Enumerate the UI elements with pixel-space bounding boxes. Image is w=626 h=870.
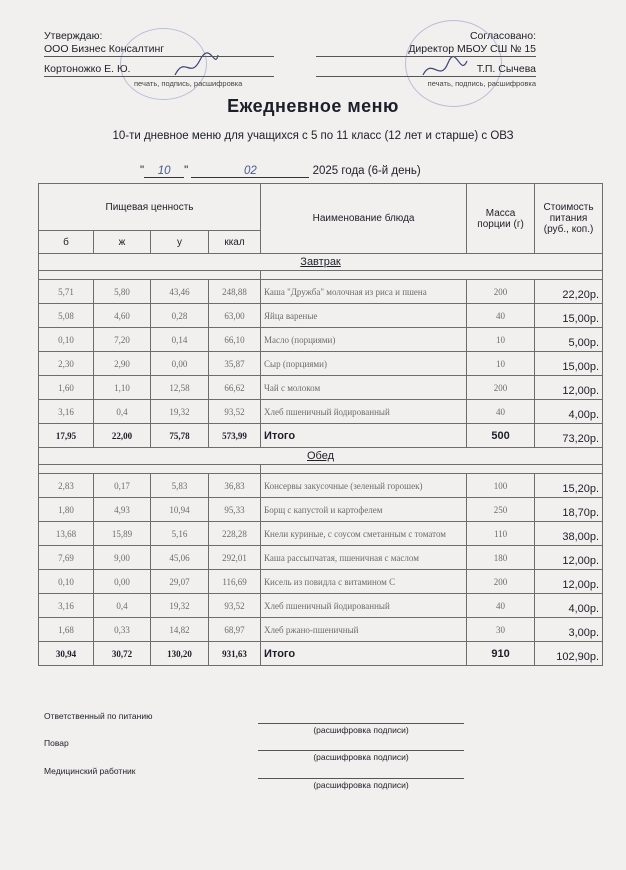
cell-label: Итого xyxy=(261,424,467,448)
cell-kcal: 116,69 xyxy=(209,570,261,594)
header-mass: Масса порции (г) xyxy=(467,184,535,254)
page-title: Ежедневное меню xyxy=(227,96,399,116)
cell-zh: 9,00 xyxy=(94,546,151,570)
signature-caption: (расшифровка подписи) xyxy=(313,780,409,790)
cell-b: 3,16 xyxy=(39,594,94,618)
cell-cost: 12,00р. xyxy=(535,546,603,570)
cell-kcal: 35,87 xyxy=(209,352,261,376)
cell-dish: Каша рассыпчатая, пшеничная с маслом xyxy=(261,546,467,570)
section-row xyxy=(39,254,603,271)
cell-mass: 500 xyxy=(467,424,535,448)
cell-zh: 4,60 xyxy=(94,304,151,328)
cell-zh: 2,90 xyxy=(94,352,151,376)
cell-dish: Кнели куриные, с соусом сметанным с томатом xyxy=(261,522,467,546)
cell-kcal: 66,10 xyxy=(209,328,261,352)
spacer-cell xyxy=(39,271,261,280)
cell-mass: 910 xyxy=(467,642,535,666)
cell-dish: Масло (порциями) xyxy=(261,328,467,352)
cell-mass: 200 xyxy=(467,570,535,594)
cell-u: 19,32 xyxy=(151,594,209,618)
signature-line xyxy=(258,750,464,751)
table-row xyxy=(39,280,603,304)
cell-cost: 12,00р. xyxy=(535,570,603,594)
header-u: у xyxy=(151,231,209,254)
section-row xyxy=(39,448,603,465)
cell-zh: 0,17 xyxy=(94,474,151,498)
section-title: Обед xyxy=(39,448,603,465)
cell-zh: 0,4 xyxy=(94,594,151,618)
cell-cost: 22,20р. xyxy=(535,280,603,304)
cell-zh: 1,10 xyxy=(94,376,151,400)
cell-b: 13,68 xyxy=(39,522,94,546)
cell-dish: Хлеб пшеничный йодированный xyxy=(261,400,467,424)
cell-zh: 15,89 xyxy=(94,522,151,546)
cell-kcal: 66,62 xyxy=(209,376,261,400)
approval-person: Кортоножко Е. Ю. xyxy=(44,63,274,77)
cell-cost: 15,00р. xyxy=(535,352,603,376)
signature-role: Ответственный по питанию xyxy=(44,711,153,721)
table-row xyxy=(39,352,603,376)
cell-label: Итого xyxy=(261,642,467,666)
table-row xyxy=(39,376,603,400)
cell-u: 5,16 xyxy=(151,522,209,546)
cell-b: 2,83 xyxy=(39,474,94,498)
table-row xyxy=(39,400,603,424)
cell-cost: 4,00р. xyxy=(535,594,603,618)
cell-cost: 38,00р. xyxy=(535,522,603,546)
cell-b: 5,71 xyxy=(39,280,94,304)
header-b: б xyxy=(39,231,94,254)
cell-mass: 10 xyxy=(467,328,535,352)
total-row xyxy=(39,424,603,448)
cell-b: 1,60 xyxy=(39,376,94,400)
agreement-person: Т.П. Сычева xyxy=(316,63,536,77)
menu-date: " 10 " 02 2025 года (6-й день) xyxy=(140,165,421,177)
agreement-position: Директор МБОУ СШ № 15 xyxy=(316,43,536,57)
cell-zh: 7,20 xyxy=(94,328,151,352)
cell-dish: Кисель из повидла с витамином С xyxy=(261,570,467,594)
cell-cost: 73,20р. xyxy=(535,424,603,448)
table-row xyxy=(39,474,603,498)
cell-dish: Яйца вареные xyxy=(261,304,467,328)
cell-u: 43,46 xyxy=(151,280,209,304)
cell-kcal: 93,52 xyxy=(209,594,261,618)
cell-b: 2,30 xyxy=(39,352,94,376)
spacer-cell xyxy=(261,271,603,280)
cell-u: 19,32 xyxy=(151,400,209,424)
table-header-row xyxy=(39,184,603,231)
cell-mass: 40 xyxy=(467,304,535,328)
spacer-row xyxy=(39,271,603,280)
cell-dish: Каша "Дружба" молочная из риса и пшена xyxy=(261,280,467,304)
section-title: Завтрак xyxy=(39,254,603,271)
cell-cost: 3,00р. xyxy=(535,618,603,642)
header-nutrition: Пищевая ценность xyxy=(39,184,261,231)
cell-zh: 0,4 xyxy=(94,400,151,424)
date-month: 02 xyxy=(191,165,309,178)
cell-mass: 180 xyxy=(467,546,535,570)
cell-u: 130,20 xyxy=(151,642,209,666)
cell-zh: 4,93 xyxy=(94,498,151,522)
cell-u: 29,07 xyxy=(151,570,209,594)
cell-kcal: 228,28 xyxy=(209,522,261,546)
agreement-block xyxy=(316,30,536,90)
cell-mass: 30 xyxy=(467,618,535,642)
cell-mass: 40 xyxy=(467,594,535,618)
table-row xyxy=(39,328,603,352)
cell-u: 12,58 xyxy=(151,376,209,400)
cell-b: 7,69 xyxy=(39,546,94,570)
header-kcal: ккал xyxy=(209,231,261,254)
cell-kcal: 248,88 xyxy=(209,280,261,304)
cell-b: 0,10 xyxy=(39,570,94,594)
cell-mass: 110 xyxy=(467,522,535,546)
cell-b: 17,95 xyxy=(39,424,94,448)
cell-mass: 200 xyxy=(467,280,535,304)
table-row xyxy=(39,594,603,618)
signature-role: Медицинский работник xyxy=(44,766,136,776)
table-row xyxy=(39,498,603,522)
spacer-cell xyxy=(261,465,603,474)
cell-cost: 15,00р. xyxy=(535,304,603,328)
cell-b: 1,68 xyxy=(39,618,94,642)
header-zh: ж xyxy=(94,231,151,254)
cell-mass: 40 xyxy=(467,400,535,424)
cell-kcal: 292,01 xyxy=(209,546,261,570)
date-day: 10 xyxy=(144,165,184,178)
cell-kcal: 63,00 xyxy=(209,304,261,328)
cell-dish: Хлеб пшеничный йодированный xyxy=(261,594,467,618)
cell-u: 10,94 xyxy=(151,498,209,522)
cell-dish: Чай с молоком xyxy=(261,376,467,400)
signature-line xyxy=(258,778,464,779)
header-dish: Наименование блюда xyxy=(261,184,467,254)
cell-u: 0,28 xyxy=(151,304,209,328)
cell-u: 45,06 xyxy=(151,546,209,570)
agreement-label: Согласовано: xyxy=(469,30,536,42)
cell-zh: 30,72 xyxy=(94,642,151,666)
cell-b: 3,16 xyxy=(39,400,94,424)
cell-cost: 5,00р. xyxy=(535,328,603,352)
table-row xyxy=(39,618,603,642)
signature-caption: (расшифровка подписи) xyxy=(313,725,409,735)
page-subtitle: 10-ти дневное меню для учащихся с 5 по 11 класс (12 лет и старше) с ОВЗ xyxy=(112,130,514,142)
cell-zh: 0,00 xyxy=(94,570,151,594)
cell-zh: 0,33 xyxy=(94,618,151,642)
table-row xyxy=(39,570,603,594)
cell-cost: 102,90р. xyxy=(535,642,603,666)
cell-mass: 100 xyxy=(467,474,535,498)
spacer-cell xyxy=(39,465,261,474)
cell-b: 0,10 xyxy=(39,328,94,352)
cell-zh: 22,00 xyxy=(94,424,151,448)
cell-dish: Хлеб ржано-пшеничный xyxy=(261,618,467,642)
signature-caption: (расшифровка подписи) xyxy=(313,752,409,762)
cell-dish: Консервы закусочные (зеленый горошек) xyxy=(261,474,467,498)
cell-cost: 12,00р. xyxy=(535,376,603,400)
cell-kcal: 68,97 xyxy=(209,618,261,642)
cell-zh: 5,80 xyxy=(94,280,151,304)
header-cost: Стоимость питания (руб., коп.) xyxy=(535,184,603,254)
cell-kcal: 95,33 xyxy=(209,498,261,522)
approval-org: ООО Бизнес Консалтинг xyxy=(44,43,274,57)
cell-cost: 4,00р. xyxy=(535,400,603,424)
menu-table xyxy=(38,183,603,666)
signature-line xyxy=(258,723,464,724)
cell-b: 30,94 xyxy=(39,642,94,666)
approval-caption: печать, подпись, расшифровка xyxy=(134,79,243,88)
agreement-caption: печать, подпись, расшифровка xyxy=(427,79,536,88)
cell-kcal: 573,99 xyxy=(209,424,261,448)
cell-kcal: 93,52 xyxy=(209,400,261,424)
cell-dish: Сыр (порциями) xyxy=(261,352,467,376)
cell-u: 14,82 xyxy=(151,618,209,642)
cell-u: 75,78 xyxy=(151,424,209,448)
total-row xyxy=(39,642,603,666)
cell-cost: 15,20р. xyxy=(535,474,603,498)
cell-mass: 200 xyxy=(467,376,535,400)
spacer-row xyxy=(39,465,603,474)
approval-block xyxy=(44,30,274,90)
approval-label: Утверждаю: xyxy=(44,30,103,42)
cell-b: 5,08 xyxy=(39,304,94,328)
cell-mass: 10 xyxy=(467,352,535,376)
table-row xyxy=(39,304,603,328)
cell-cost: 18,70р. xyxy=(535,498,603,522)
table-row xyxy=(39,522,603,546)
signature-role: Повар xyxy=(44,738,69,748)
cell-b: 1,80 xyxy=(39,498,94,522)
cell-mass: 250 xyxy=(467,498,535,522)
cell-dish: Борщ с капустой и картофелем xyxy=(261,498,467,522)
table-row xyxy=(39,546,603,570)
cell-u: 0,00 xyxy=(151,352,209,376)
cell-u: 5,83 xyxy=(151,474,209,498)
cell-kcal: 931,63 xyxy=(209,642,261,666)
cell-u: 0,14 xyxy=(151,328,209,352)
date-year: 2025 года (6-й день) xyxy=(312,165,421,177)
cell-kcal: 36,83 xyxy=(209,474,261,498)
